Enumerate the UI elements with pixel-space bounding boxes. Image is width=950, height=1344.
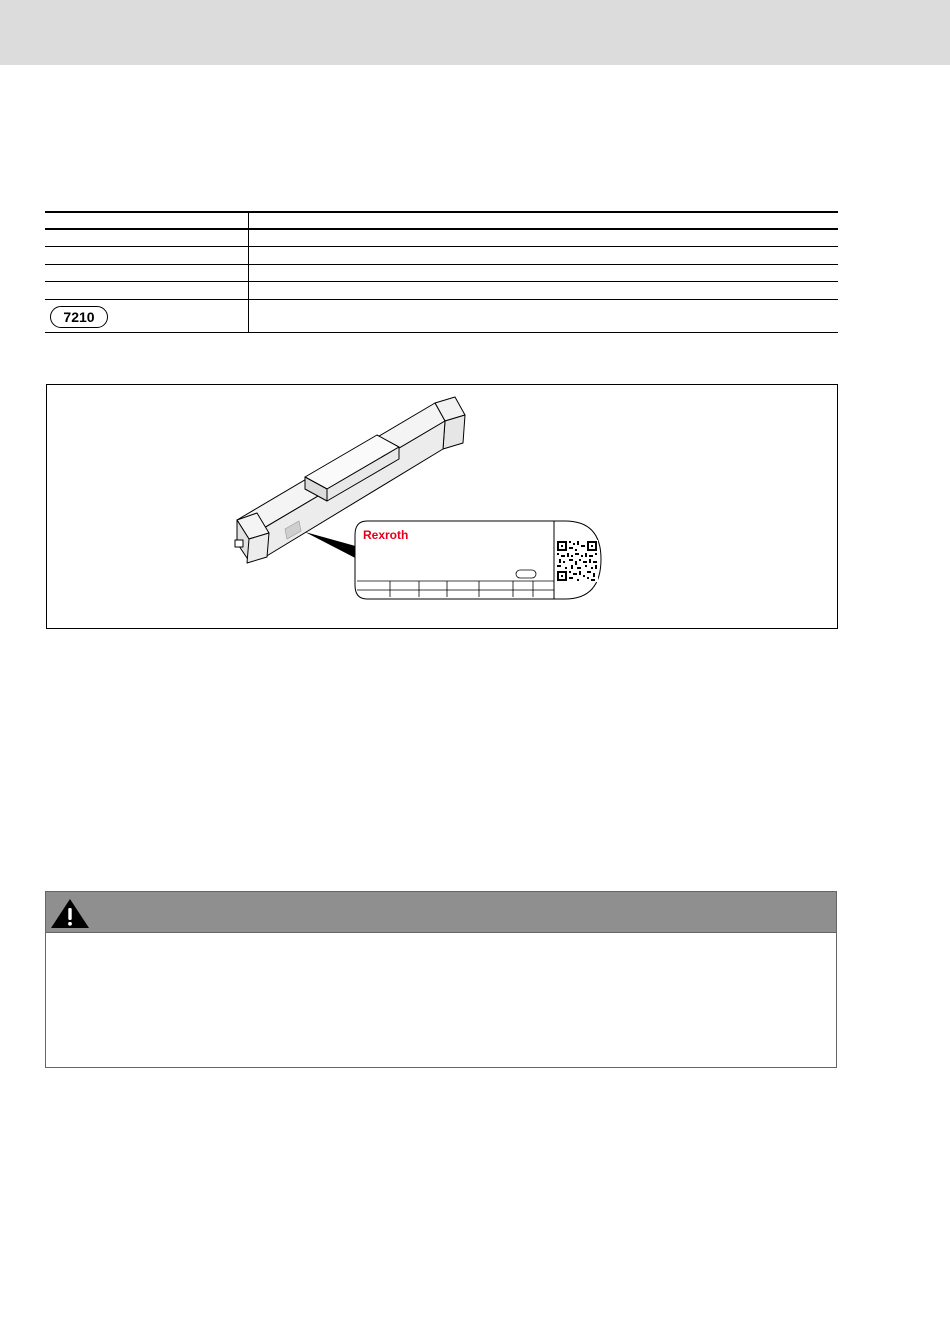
qr-code — [556, 540, 598, 582]
warning-triangle-icon — [50, 897, 90, 929]
table-bottom-rule — [45, 332, 838, 333]
code-badge: 7210 — [50, 306, 108, 328]
end-cap-face — [443, 415, 465, 449]
table-header-rule — [45, 228, 838, 230]
linear-module-illustration — [47, 385, 839, 630]
page-header-band — [0, 0, 950, 65]
brand-logo: Rexroth — [363, 528, 409, 542]
warning-box — [45, 891, 837, 1068]
table-row-rule — [45, 264, 838, 265]
table-row-rule — [45, 299, 838, 300]
drive-shaft — [235, 540, 243, 547]
table-column-divider — [248, 211, 249, 333]
table-top-rule — [45, 211, 838, 213]
nameplate — [355, 521, 601, 599]
table-row-rule — [45, 246, 838, 247]
warning-header-bar — [46, 892, 836, 933]
table-row-rule — [45, 281, 838, 282]
nameplate-figure — [46, 384, 838, 629]
